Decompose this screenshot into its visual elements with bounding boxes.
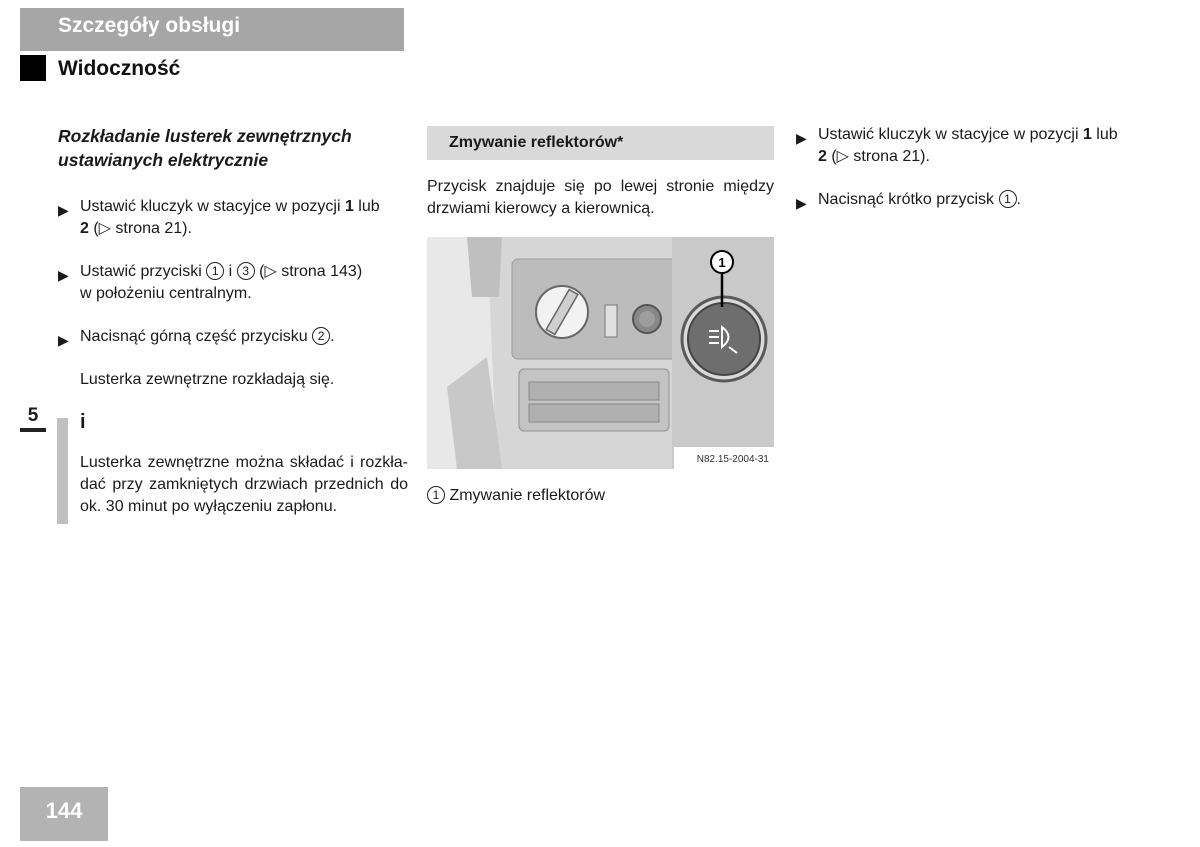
bullet-arrow-icon: ▶	[796, 195, 807, 211]
chapter-title: Szczegóły obsługi	[58, 14, 241, 37]
middle-column	[427, 126, 774, 507]
headlamp-wash-intro: Przycisk znajduje się po lewej stronie między drzwiami kierowcy a kierownicą.	[427, 178, 774, 217]
chapter-title-bar	[20, 8, 404, 51]
callout-number: 1	[999, 190, 1017, 208]
step-key-position: ▶ Ustawić kluczyk w stacyjce w pozycji 1 lub 2 (▷ strona 21).	[58, 198, 380, 237]
bullet-arrow-icon: ▶	[58, 332, 69, 348]
info-note	[58, 411, 408, 518]
figure-caption: 1 Zmywanie reflektorów	[427, 485, 774, 507]
mirror-heading: Rozkładanie lusterek zewnętrznych ustawianych elektrycznie	[58, 126, 352, 170]
right-column	[796, 124, 1156, 232]
step-key-position-2: ▶ Ustawić kluczyk w stacyjce w pozycji 1 lub 2 (▷ strona 21).	[796, 126, 1118, 165]
figure-code: N82.15-2004-31	[696, 454, 769, 465]
left-column	[58, 124, 408, 518]
step-press-washer: ▶ Nacisnąć krótko przycisk 1 .	[796, 189, 1156, 211]
info-bar	[57, 418, 68, 524]
headlamp-wash-heading: Zmywanie reflektorów*	[427, 126, 774, 160]
bullet-arrow-icon: ▶	[58, 267, 69, 283]
chapter-tab: 5	[20, 404, 46, 432]
bullet-arrow-icon: ▶	[796, 130, 807, 146]
info-icon: i	[80, 411, 86, 433]
callout-label: 1	[718, 255, 726, 270]
callout-number: 2	[312, 327, 330, 345]
section-title: Widoczność	[58, 57, 181, 80]
step-set-buttons: ▶ Ustawić przyciski 1 i 3 (▷ strona 143) w położeniu centralnym.	[58, 263, 363, 302]
page-number: 144	[20, 787, 108, 841]
dashboard-photo	[427, 237, 774, 469]
callout-number: 1	[206, 262, 224, 280]
section-marker	[20, 55, 46, 81]
bullet-arrow-icon: ▶	[58, 202, 69, 218]
result-text: Lusterka zewnętrzne rozkładają się.	[80, 371, 335, 388]
callout-number: 3	[237, 262, 255, 280]
info-text: Lusterka zewnętrzne można składać i rozkła-dać przy zamkniętych drzwiach przednich do ok. 30 minut po wyłączeniu zapłonu.	[80, 454, 408, 515]
step-press-button: ▶ Nacisnąć górną część przycisku 2 .	[58, 326, 408, 348]
callout-number: 1	[427, 486, 445, 504]
